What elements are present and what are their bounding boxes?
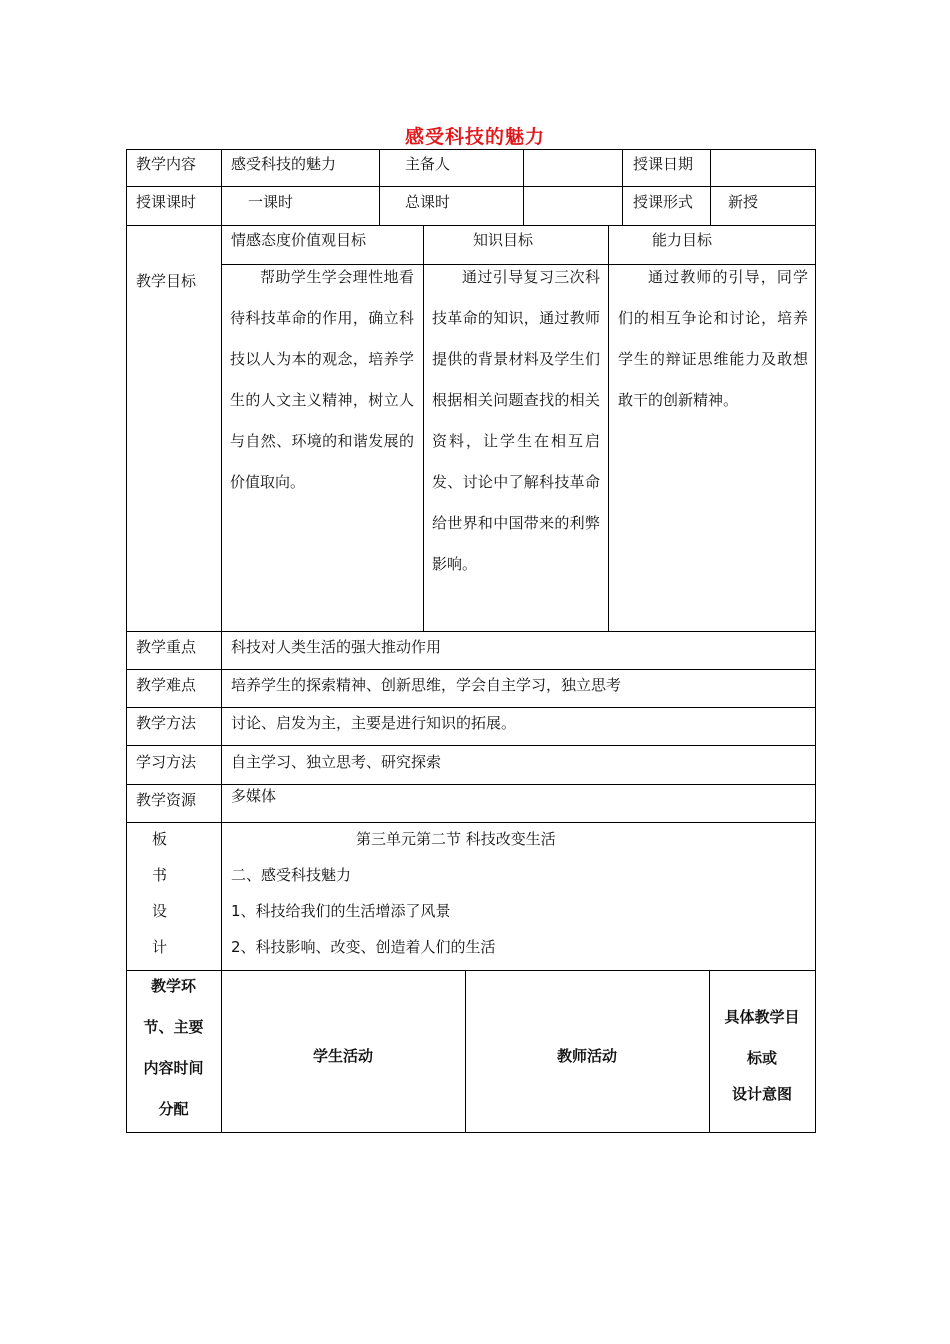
label-teaching-form: 授课形式	[633, 193, 694, 211]
footer-student-activities: 学生活动	[312, 1047, 373, 1065]
board-label-char-2: 书	[152, 866, 168, 884]
footer-teacher-activities: 教师活动	[556, 1047, 617, 1065]
footer-col4-line-2: 标或	[746, 1049, 777, 1067]
label-teaching-resources: 教学资源	[136, 791, 197, 809]
class-hours-value: 一课时	[248, 193, 294, 211]
footer-col1-line-1: 教学环	[150, 977, 196, 995]
label-difficult-point: 教学难点	[136, 676, 197, 694]
teaching-form-value: 新授	[728, 193, 759, 211]
objective-ability-text: 通过教师的引导，同学们的相互争论和讨论，培养学生的辩证思维能力及敢想敢干的创新精神。	[618, 268, 808, 409]
objective-header-knowledge: 知识目标	[473, 231, 534, 249]
label-teaching-method: 教学方法	[136, 714, 197, 732]
board-label-char-3: 设	[152, 902, 168, 920]
teaching-method-value: 讨论、启发为主，主要是进行知识的拓展。	[231, 714, 517, 732]
teaching-content-value: 感受科技的魅力	[231, 155, 337, 173]
footer-col4-line-1: 具体教学目	[724, 1008, 800, 1026]
footer-col1-line-2: 节、主要	[143, 1018, 204, 1036]
page-title: 感受科技的魅力	[404, 126, 545, 148]
objective-knowledge-text: 通过引导复习三次科技革命的知识，通过教师提供的背景材料及学生们根据相关问题查找的相关资料，让学生在相互启发、讨论中了解科技革命给世界和中国带来的利弊影响。	[432, 268, 600, 573]
label-key-point: 教学重点	[136, 638, 197, 656]
difficult-point-value: 培养学生的探索精神、创新思维，学会自主学习，独立思考	[231, 676, 622, 694]
learning-method-value: 自主学习、独立思考、研究探索	[231, 753, 442, 771]
footer-col1-line-4: 分配	[158, 1100, 189, 1118]
footer-col1-line-3: 内容时间	[143, 1059, 204, 1077]
objective-attitude-text: 帮助学生学会理性地看待科技革命的作用，确立科技以人为本的观念，培养学生的人文主义精神，树立人与自然、环境的和谐发展的价值取向。	[230, 268, 414, 491]
footer-col4-line-3: 设计意图	[731, 1085, 792, 1103]
board-label-char-4: 计	[152, 938, 168, 956]
key-point-value: 科技对人类生活的强大推动作用	[231, 638, 442, 656]
label-learning-method: 学习方法	[136, 753, 197, 771]
board-line-2: 1、科技给我们的生活增添了风景	[231, 902, 451, 920]
label-preparer: 主备人	[405, 155, 451, 173]
board-heading: 第三单元第二节 科技改变生活	[356, 830, 556, 848]
label-teaching-content: 教学内容	[136, 155, 197, 173]
board-line-1: 二、感受科技魅力	[231, 866, 352, 884]
board-label-char-1: 板	[152, 830, 168, 848]
label-total-hours: 总课时	[405, 193, 451, 211]
label-teaching-date: 授课日期	[633, 155, 694, 173]
board-line-3: 2、科技影响、改变、创造着人们的生活	[231, 938, 496, 956]
objective-header-ability: 能力目标	[652, 231, 713, 249]
label-teaching-objectives: 教学目标	[136, 272, 197, 290]
label-class-hours: 授课课时	[136, 193, 197, 211]
objective-header-attitude: 情感态度价值观目标	[231, 231, 367, 249]
teaching-resources-value: 多媒体	[231, 787, 277, 805]
